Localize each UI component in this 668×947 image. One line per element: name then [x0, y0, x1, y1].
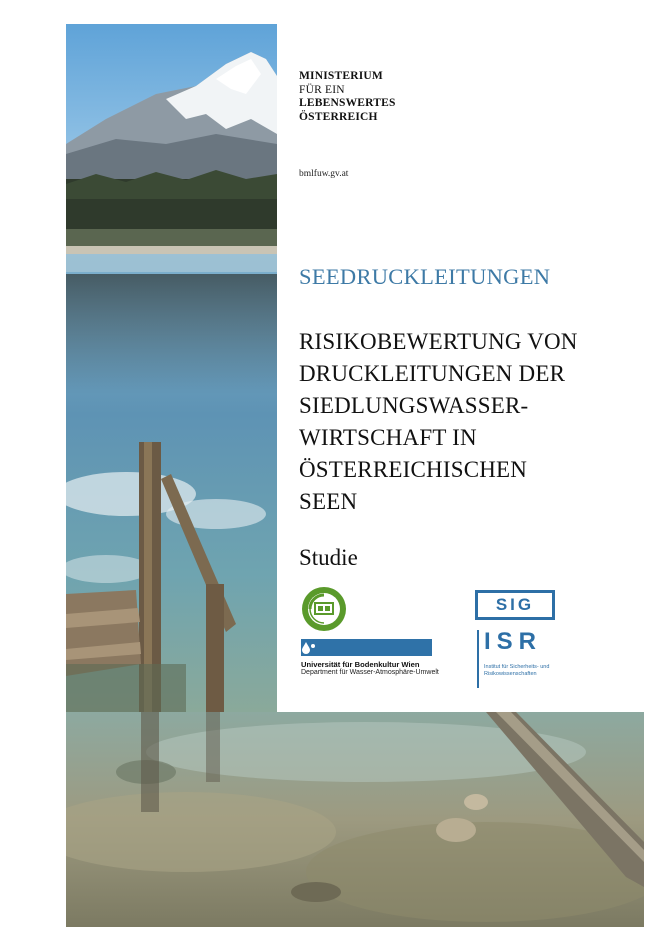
title-line: SIEDLUNGSWASSER- — [299, 393, 529, 418]
title-line: DRUCKLEITUNGEN DER — [299, 361, 566, 386]
title-panel — [277, 24, 644, 712]
ministry-line-1: MINISTERIUM — [299, 70, 383, 82]
title-line: WIRTSCHAFT IN — [299, 425, 477, 450]
ministry-line-3: LEBENSWERTES — [299, 97, 396, 109]
boku-department-name: Department für Wasser-Atmosphäre-Umwelt — [301, 669, 439, 676]
isr-logo-rule — [477, 630, 479, 688]
cover-photo-lakebed — [66, 712, 644, 927]
document-kicker: SEEDRUCKLEITUNGEN — [299, 264, 551, 289]
title-line: SEEN — [299, 489, 358, 514]
ministry-line-4: ÖSTERREICH — [299, 110, 378, 123]
boku-logo-icon — [301, 586, 347, 632]
document-title — [299, 326, 639, 518]
title-line: ÖSTERREICHISCHEN — [299, 457, 528, 482]
document-type: Studie — [299, 545, 358, 570]
boku-university-name: Universität für Bodenkultur Wien — [301, 660, 420, 669]
isr-logo: ISR — [484, 628, 543, 655]
boku-color-bar — [301, 639, 432, 656]
sig-logo: SIG — [475, 590, 555, 620]
ministry-name — [299, 70, 396, 124]
isr-institute-name: Institut für Sicherheits- und Risikowissenschaften — [484, 664, 550, 677]
ministry-url: bmlfuw.gv.at — [299, 169, 349, 179]
cover-photo-lake — [66, 24, 277, 712]
title-line: RISIKOBEWERTUNG VON — [299, 329, 578, 354]
ministry-line-2: FÜR EIN — [299, 83, 345, 96]
water-drop-icon — [301, 640, 317, 655]
